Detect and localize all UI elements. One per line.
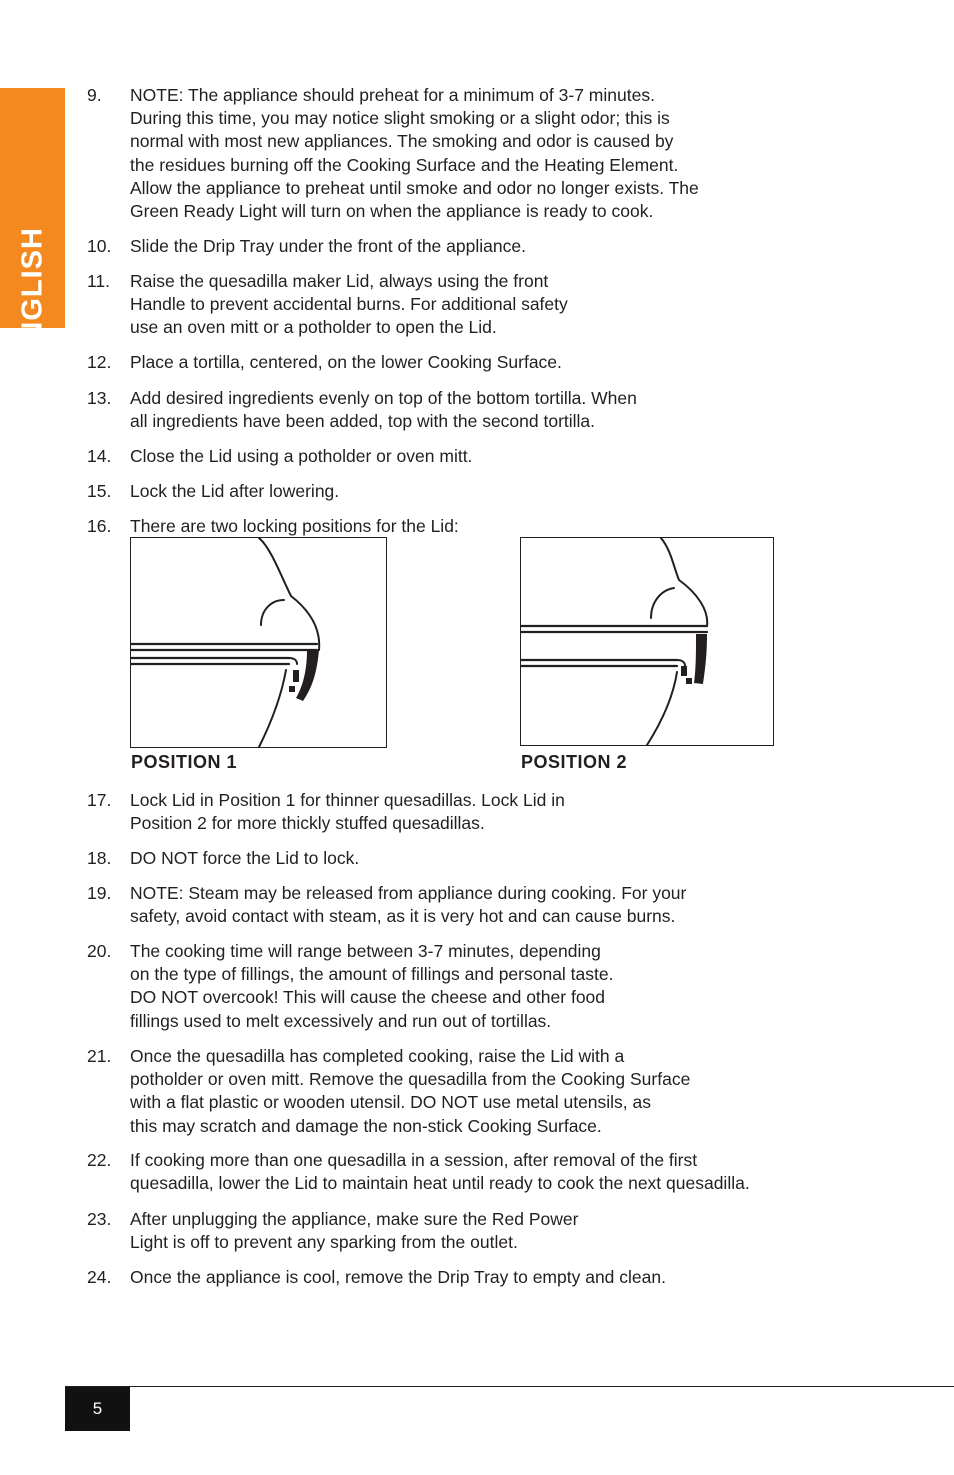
lid-lock-position-1-illustration: [131, 538, 386, 747]
step-text-line: Green Ready Light will turn on when the appliance is ready to cook.: [130, 201, 654, 222]
step-text: [130, 351, 890, 374]
step-number: 21.: [87, 1046, 112, 1066]
step-text: [130, 515, 890, 538]
step-text: [130, 270, 890, 340]
step-text: [130, 847, 890, 870]
step-text-line: the residues burning off the Cooking Surface and the Heating Element.: [130, 154, 679, 175]
step-text-line: DO NOT overcook! This will cause the cheese and other food: [130, 987, 606, 1008]
caption-position-2: POSITION 2: [521, 752, 628, 772]
step-text-line: potholder or oven mitt. Remove the quesadilla from the Cooking Surface: [130, 1069, 691, 1090]
step-text-line: NOTE: The appliance should preheat for a minimum of 3-7 minutes.: [130, 85, 655, 105]
step-text: [130, 235, 890, 258]
step-text-line: Slide the Drip Tray under the front of the appliance.: [130, 236, 526, 256]
language-tab: [0, 88, 65, 363]
step-text-line: normal with most new appliances. The smoking and odor is caused by: [130, 131, 674, 152]
figure-position-2: [520, 537, 774, 746]
step-number: 17.: [87, 790, 112, 810]
step-number: 10.: [87, 236, 112, 256]
step-text-line: use an oven mitt or a potholder to open the Lid.: [130, 317, 497, 338]
step-text: [130, 1208, 890, 1254]
step-text-line: The cooking time will range between 3-7 minutes, depending: [130, 941, 601, 961]
step-text-line: Once the appliance is cool, remove the Drip Tray to empty and clean.: [130, 1267, 666, 1287]
step-text: [130, 882, 890, 928]
step-text-line: Once the quesadilla has completed cooking, raise the Lid with a: [130, 1046, 625, 1066]
step-number: 24.: [87, 1267, 112, 1287]
step-number: 9.: [87, 85, 102, 105]
step-text-line: DO NOT force the Lid to lock.: [130, 848, 360, 868]
step-text: [130, 789, 890, 835]
step-text-line: on the type of fillings, the amount of fillings and personal taste.: [130, 964, 614, 985]
step-text-line: During this time, you may notice slight smoking or a slight odor; this is: [130, 108, 670, 129]
step-text: [130, 84, 890, 223]
step-text-line: Allow the appliance to preheat until smoke and odor no longer exists. The: [130, 177, 699, 198]
step-text-line: If cooking more than one quesadilla in a session, after removal of the first: [130, 1150, 698, 1170]
figure-position-1: [130, 537, 387, 748]
step-number: 19.: [87, 883, 112, 903]
step-text: [130, 480, 890, 503]
step-text-line: Raise the quesadilla maker Lid, always using the front: [130, 271, 549, 291]
step-text-line: Lock the Lid after lowering.: [130, 481, 340, 501]
step-text-line: this may scratch and damage the non-stick Cooking Surface.: [130, 1115, 602, 1136]
step-number: 20.: [87, 941, 112, 961]
step-text-line: Light is off to prevent any sparking from the outlet.: [130, 1232, 518, 1253]
step-number: 23.: [87, 1209, 112, 1229]
step-text-line: Close the Lid using a potholder or oven mitt.: [130, 446, 473, 466]
step-text: [130, 445, 890, 468]
step-text-line: quesadilla, lower the Lid to maintain heat until ready to cook the next quesadilla.: [130, 1173, 750, 1194]
step-text-line: Place a tortilla, centered, on the lower Cooking Surface.: [130, 352, 562, 372]
step-text-line: safety, avoid contact with steam, as it is very hot and can cause burns.: [130, 906, 676, 927]
caption-position-1: POSITION 1: [131, 752, 238, 772]
step-number: 15.: [87, 481, 112, 501]
step-text-line: NOTE: Steam may be released from appliance during cooking. For your: [130, 883, 687, 903]
step-number: 18.: [87, 848, 112, 868]
step-text-line: Handle to prevent accidental burns. For additional safety: [130, 294, 568, 315]
step-number: 22.: [87, 1150, 112, 1170]
step-text-line: Position 2 for more thickly stuffed quesadillas.: [130, 813, 485, 834]
step-text-line: There are two locking positions for the Lid:: [130, 516, 459, 536]
step-number: 16.: [87, 516, 112, 536]
step-text-line: Lock Lid in Position 1 for thinner quesadillas. Lock Lid in: [130, 790, 565, 810]
page-number: 5: [65, 1387, 130, 1431]
language-label: ENGLISH: [16, 227, 49, 363]
step-text: [130, 1266, 890, 1289]
step-number: 13.: [87, 388, 112, 408]
footer-divider: [65, 1386, 954, 1387]
step-text: [130, 387, 890, 433]
step-number: 11.: [87, 271, 111, 291]
step-text: [130, 1045, 890, 1138]
step-number: 12.: [87, 352, 112, 372]
lid-lock-position-2-illustration: [521, 538, 773, 745]
step-text-line: all ingredients have been added, top with the second tortilla.: [130, 411, 596, 432]
step-text: [130, 940, 890, 1033]
step-number: 14.: [87, 446, 112, 466]
step-text-line: fillings used to melt excessively and run out of tortillas.: [130, 1010, 552, 1031]
step-text: [130, 1149, 890, 1195]
step-text-line: After unplugging the appliance, make sure the Red Power: [130, 1209, 579, 1229]
step-text-line: Add desired ingredients evenly on top of the bottom tortilla. When: [130, 388, 637, 408]
step-text-line: with a flat plastic or wooden utensil. DO NOT use metal utensils, as: [130, 1092, 652, 1113]
